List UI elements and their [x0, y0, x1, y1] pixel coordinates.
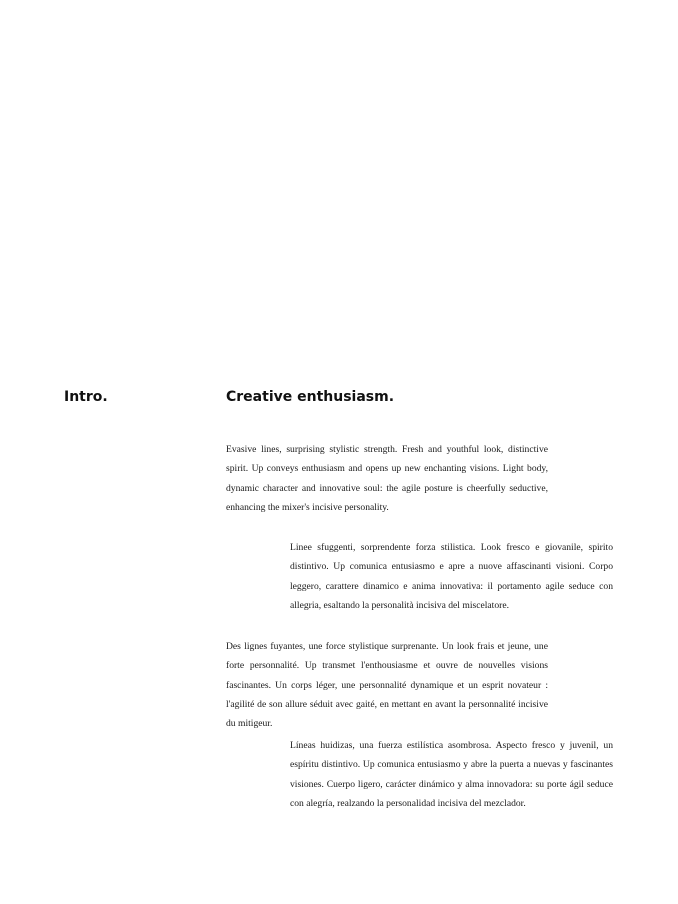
paragraph-english: Evasive lines, surprising stylistic strength. Fresh and youthful look, distinctive spirit. Up conveys enthusiasm and opens up new enchanting visions. Light body, dynamic character and innovative soul: the agile posture is cheerfully seductive, enhancing the mixer's incisive personality.: [226, 444, 548, 513]
paragraph-spanish: Líneas huidizas, una fuerza estilística asombrosa. Aspecto fresco y juvenil, un espíritu distintivo. Up comunica entusiasmo y abre la puerta a nuevas y fascinantes visiones. Cuerpo ligero, carácter dinámico y alma innovadora: su porte ágil seduce con alegría, realzando la personalidad incisiva del mezclador.: [290, 740, 613, 809]
paragraph-italian: Linee sfuggenti, sorprendente forza stilistica. Look fresco e giovanile, spirito distintivo. Up comunica entusiasmo e apre a nuove affascinanti visioni. Corpo leggero, carattere dinamico e anima innovativa: il portamento agile seduce con allegria, esaltando la personalità incisiva del miscelatore.: [290, 542, 613, 611]
section-label: Intro.: [64, 389, 108, 405]
paragraph-french: Des lignes fuyantes, une force stylistique surprenante. Un look frais et jeune, une forte personnalité. Up transmet l'enthousiasme et ouvre de nouvelles visions fascinantes. Un corps léger, une personnalité dynamique et un esprit novateur : l'agilité de son allure séduit avec gaité, en mettant en avant la personnalité incisive du mitigeur.: [226, 641, 548, 730]
page-title: Creative enthusiasm.: [226, 389, 395, 405]
